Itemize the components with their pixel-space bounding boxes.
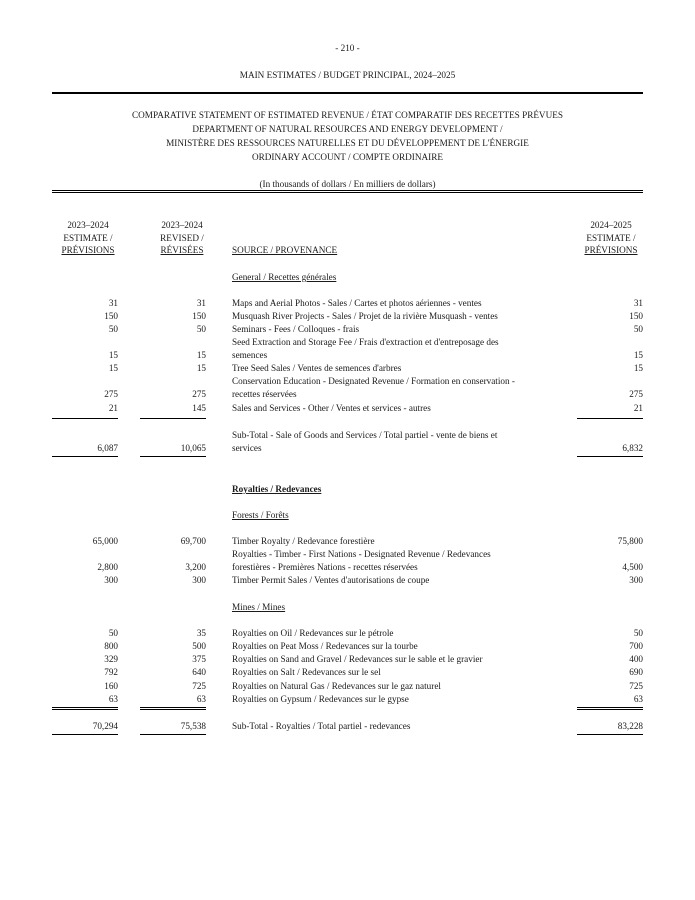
subtotal-description-cont: services [232,443,262,453]
col-estimate-2023-heading [52,219,124,257]
source-description: Conservation Education - Designated Revenue / Formation en conservation - [232,376,515,386]
source-description: Royalties on Salt / Redevances sur le sel [232,667,381,677]
source-description: Royalties on Natural Gas / Redevances sur le gaz naturel [232,681,441,691]
estimate-2024-value: 50 [633,628,643,638]
col1-label-fr: PRÉVISIONS [61,245,115,255]
estimate-2024-value: 700 [629,641,643,651]
estimate-2024-value: 300 [629,575,643,585]
estimate-2023-value: 300 [104,575,118,585]
estimate-2023-value: 329 [104,654,118,664]
revised-2023-value: 150 [192,311,206,321]
source-description: Royalties - Timber - First Nations - Designated Revenue / Redevances [232,549,491,559]
royalties-heading: Royalties / Redevances [232,484,322,494]
col2-year: 2023–2024 [161,220,203,230]
department-name-fr: MINISTÈRE DES RESSOURCES NATURELLES ET DU DÉVELOPPEMENT DE L'ÉNERGIE [166,138,529,148]
estimate-2024-value: 63 [633,694,643,704]
running-title: MAIN ESTIMATES / BUDGET PRINCIPAL, 2024–2025 [239,70,456,80]
account-name: ORDINARY ACCOUNT / COMPTE ORDINAIRE [252,152,443,162]
subtotal-description: Sub-Total - Sale of Goods and Services / Total partiel - vente de biens et [232,430,498,440]
estimate-2023-value: 800 [104,641,118,651]
revised-2023-value: 375 [192,654,206,664]
subtotal-underline [140,456,206,457]
subtotal-estimate-2023: 70,294 [92,721,118,731]
source-description: Royalties on Gypsum / Redevances sur le gypse [232,694,409,704]
revised-2023-value: 3,200 [185,562,206,572]
estimate-2024-value: 31 [633,298,643,308]
revised-2023-value: 35 [196,628,206,638]
subtotal-description: Sub-Total - Royalties / Total partiel - redevances [232,721,411,731]
estimate-2024-value: 15 [633,350,643,360]
estimate-2023-value: 65,000 [92,536,118,546]
subtotal-estimate-2024: 83,228 [617,721,643,731]
estimate-2024-value: 725 [629,681,643,691]
mines-heading: Mines / Mines [232,602,286,612]
source-description: Royalties on Peat Moss / Redevances sur la tourbe [232,641,418,651]
revised-2023-value: 500 [192,641,206,651]
estimate-2024-value: 4,500 [622,562,643,572]
estimate-2024-value: 21 [633,403,643,413]
estimate-2023-value: 15 [108,363,118,373]
department-name: DEPARTMENT OF NATURAL RESOURCES AND ENERGY DEVELOPMENT / [192,124,503,134]
subtotal-underline [577,456,643,457]
revised-2023-value: 300 [192,575,206,585]
source-description: Sales and Services - Other / Ventes et services - autres [232,403,431,413]
estimate-2023-value: 31 [108,298,118,308]
units-double-rule [52,190,643,193]
source-description: Musquash River Projects - Sales / Projet de la rivière Musquash - ventes [232,311,498,321]
source-description-cont: semences [232,350,268,360]
revised-2023-value: 63 [196,694,206,704]
subtotal-revised-2023: 10,065 [180,443,206,453]
header-rule [52,92,643,94]
subtotal-double-rule [577,707,643,710]
revised-2023-value: 31 [196,298,206,308]
subtotal-estimate-2024: 6,832 [622,443,643,453]
revised-2023-value: 275 [192,389,206,399]
source-description: Royalties on Sand and Gravel / Redevances sur le sable et le gravier [232,654,483,664]
col1-year: 2023–2024 [67,220,109,230]
source-description: Maps and Aerial Photos - Sales / Cartes et photos aériennes - ventes [232,298,482,308]
estimate-2024-value: 75,800 [617,536,643,546]
subtotal-rule [52,418,118,419]
statement-title: COMPARATIVE STATEMENT OF ESTIMATED REVENUE / ÉTAT COMPARATIF DES RECETTES PRÉVUES [132,110,563,120]
source-heading: SOURCE / PROVENANCE [232,245,338,255]
subtotal-double-rule [140,707,206,710]
estimate-2024-value: 50 [633,324,643,334]
estimate-2023-value: 275 [104,389,118,399]
col1-label: ESTIMATE / [63,232,113,243]
estimate-2023-value: 50 [108,628,118,638]
subtotal-revised-2023: 75,538 [180,721,206,731]
estimate-2023-value: 63 [108,694,118,704]
revised-2023-value: 15 [196,350,206,360]
estimate-2023-value: 2,800 [97,562,118,572]
estimate-2023-value: 50 [108,324,118,334]
source-description: Timber Permit Sales / Ventes d'autorisations de coupe [232,575,430,585]
subtotal-double-rule [52,707,118,710]
estimate-2023-value: 150 [104,311,118,321]
subtotal-underline [577,734,643,735]
estimate-2024-value: 275 [629,389,643,399]
col3-label: ESTIMATE / [586,232,636,243]
units-note: (In thousands of dollars / En milliers de dollars) [259,179,436,189]
estimate-2024-value: 400 [629,654,643,664]
revised-2023-value: 15 [196,363,206,373]
revised-2023-value: 145 [192,403,206,413]
source-description: Tree Seed Sales / Ventes de semences d'arbres [232,363,402,373]
forests-heading: Forests / Forêts [232,510,289,520]
estimate-2024-value: 15 [633,363,643,373]
subtotal-underline [52,456,118,457]
estimate-2024-value: 690 [629,667,643,677]
estimate-2023-value: 792 [104,667,118,677]
col-revised-2023-heading [146,219,218,257]
source-description: Seminars - Fees / Colloques - frais [232,324,360,334]
col3-label-fr: PRÉVISIONS [584,245,638,255]
source-description-cont: forestières - Premières Nations - recettes réservées [232,562,418,572]
general-heading: General / Recettes générales [232,272,337,282]
source-description: Timber Royalty / Redevance forestière [232,536,375,546]
revised-2023-value: 69,700 [180,536,206,546]
subtotal-rule [577,418,643,419]
source-description: Royalties on Oil / Redevances sur le pétrole [232,628,394,638]
source-description: Seed Extraction and Storage Fee / Frais d'extraction et d'entreposage des [232,337,499,347]
revised-2023-value: 50 [196,324,206,334]
col-estimate-2024-heading [575,219,647,257]
subtotal-rule [140,418,206,419]
subtotal-underline [52,734,118,735]
estimate-2023-value: 21 [108,403,118,413]
estimate-2024-value: 150 [629,311,643,321]
estimate-2023-value: 160 [104,681,118,691]
col2-label-fr: RÉVISÉES [160,245,204,255]
subtotal-estimate-2023: 6,087 [97,443,118,453]
estimate-2023-value: 15 [108,350,118,360]
source-description-cont: recettes réservées [232,389,297,399]
col3-year: 2024–2025 [590,220,632,230]
col2-label: REVISED / [160,232,204,243]
page-number: - 210 - [335,43,360,53]
revised-2023-value: 725 [192,681,206,691]
revised-2023-value: 640 [192,667,206,677]
subtotal-underline [140,734,206,735]
